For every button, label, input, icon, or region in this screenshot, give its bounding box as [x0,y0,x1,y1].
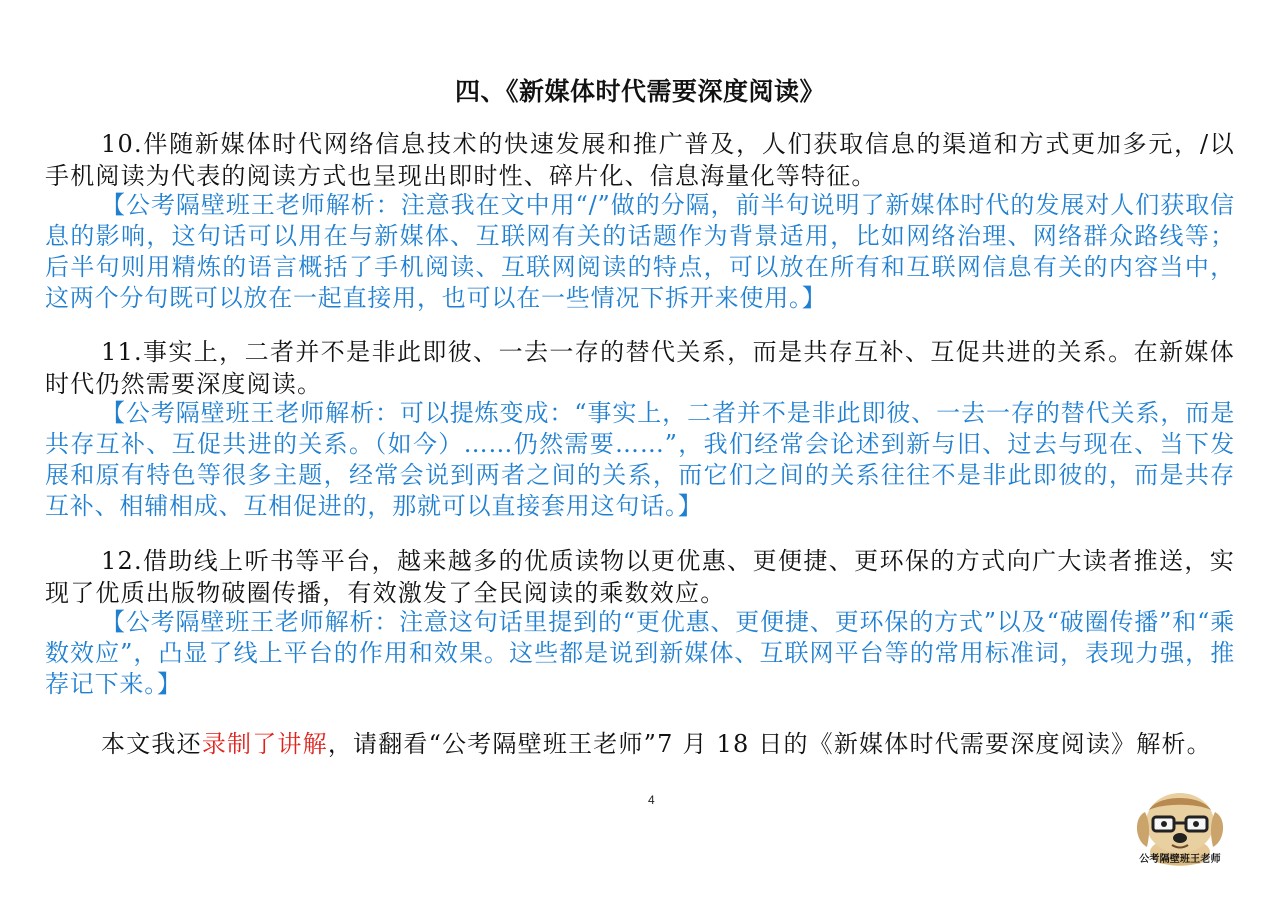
page-title: 四、《新媒体时代需要深度阅读》 [454,77,825,106]
page-number: 4 [648,793,655,807]
paragraph-10: 10.伴随新媒体时代网络信息技术的快速发展和推广普及，人们获取信息的渠道和方式更加多元，/以手机阅读为代表的阅读方式也呈现出即时性、碎片化、信息海量化等特征。 [45,130,1235,190]
paragraph-11: 11.事实上，二者并不是非此即彼、一去一存的替代关系，而是共存互补、互促共进的关系。在新媒体时代仍然需要深度阅读。 [45,338,1235,398]
paragraph-12: 12.借助线上听书等平台，越来越多的优质读物以更优惠、更便捷、更环保的方式向广大读者推送，实现了优质出版物破圈传播，有效激发了全民阅读的乘数效应。 [45,547,1235,607]
outro-paragraph [45,728,1235,760]
logo-caption: 公考隔壁班王老师 [1139,854,1221,865]
analysis-note-10: 【公考隔壁班王老师解析：注意我在文中用“/”做的分隔，前半句说明了新媒体时代的发展对人们获取信息的影响，这句话可以用在与新媒体、互联网有关的话题作为背景适用，比如网络治理、网络群众路线等；后半句则用精炼的语言概括了手机阅读、互联网阅读的特点，可以放在所有和互联网信息有关的内容当中，这两个分句既可以放在一起直接用，也可以在一些情况下拆开来使用。】 [45,191,1235,312]
outro-text-before: 本文我还 [101,730,202,758]
analysis-note-11: 【公考隔壁班王老师解析：可以提炼变成：“事实上，二者并不是非此即彼、一去一存的替代关系，而是共存互补、互促共进的关系。（如今）……仍然需要……”，我们经常会论述到新与旧、过去与现在、当下发展和原有特色等很多主题，经常会说到两者之间的关系，而它们之间的关系往往不是非此即彼的，而是共存互补、相辅相成、互相促进的，那就可以直接套用这句话。】 [45,399,1235,520]
outro-text-after: ，请翻看“公考隔壁班王老师”7 月 18 日的《新媒体时代需要深度阅读》解析。 [327,730,1212,758]
analysis-note-12: 【公考隔壁班王老师解析：注意这句话里提到的“更优惠、更便捷、更环保的方式”以及“破圈传播”和“乘数效应”，凸显了线上平台的作用和效果。这些都是说到新媒体、互联网平台等的常用标准词，表现力强，推荐记下来。】 [45,608,1235,698]
recorded-explanation-highlight: 录制了讲解 [201,730,328,758]
